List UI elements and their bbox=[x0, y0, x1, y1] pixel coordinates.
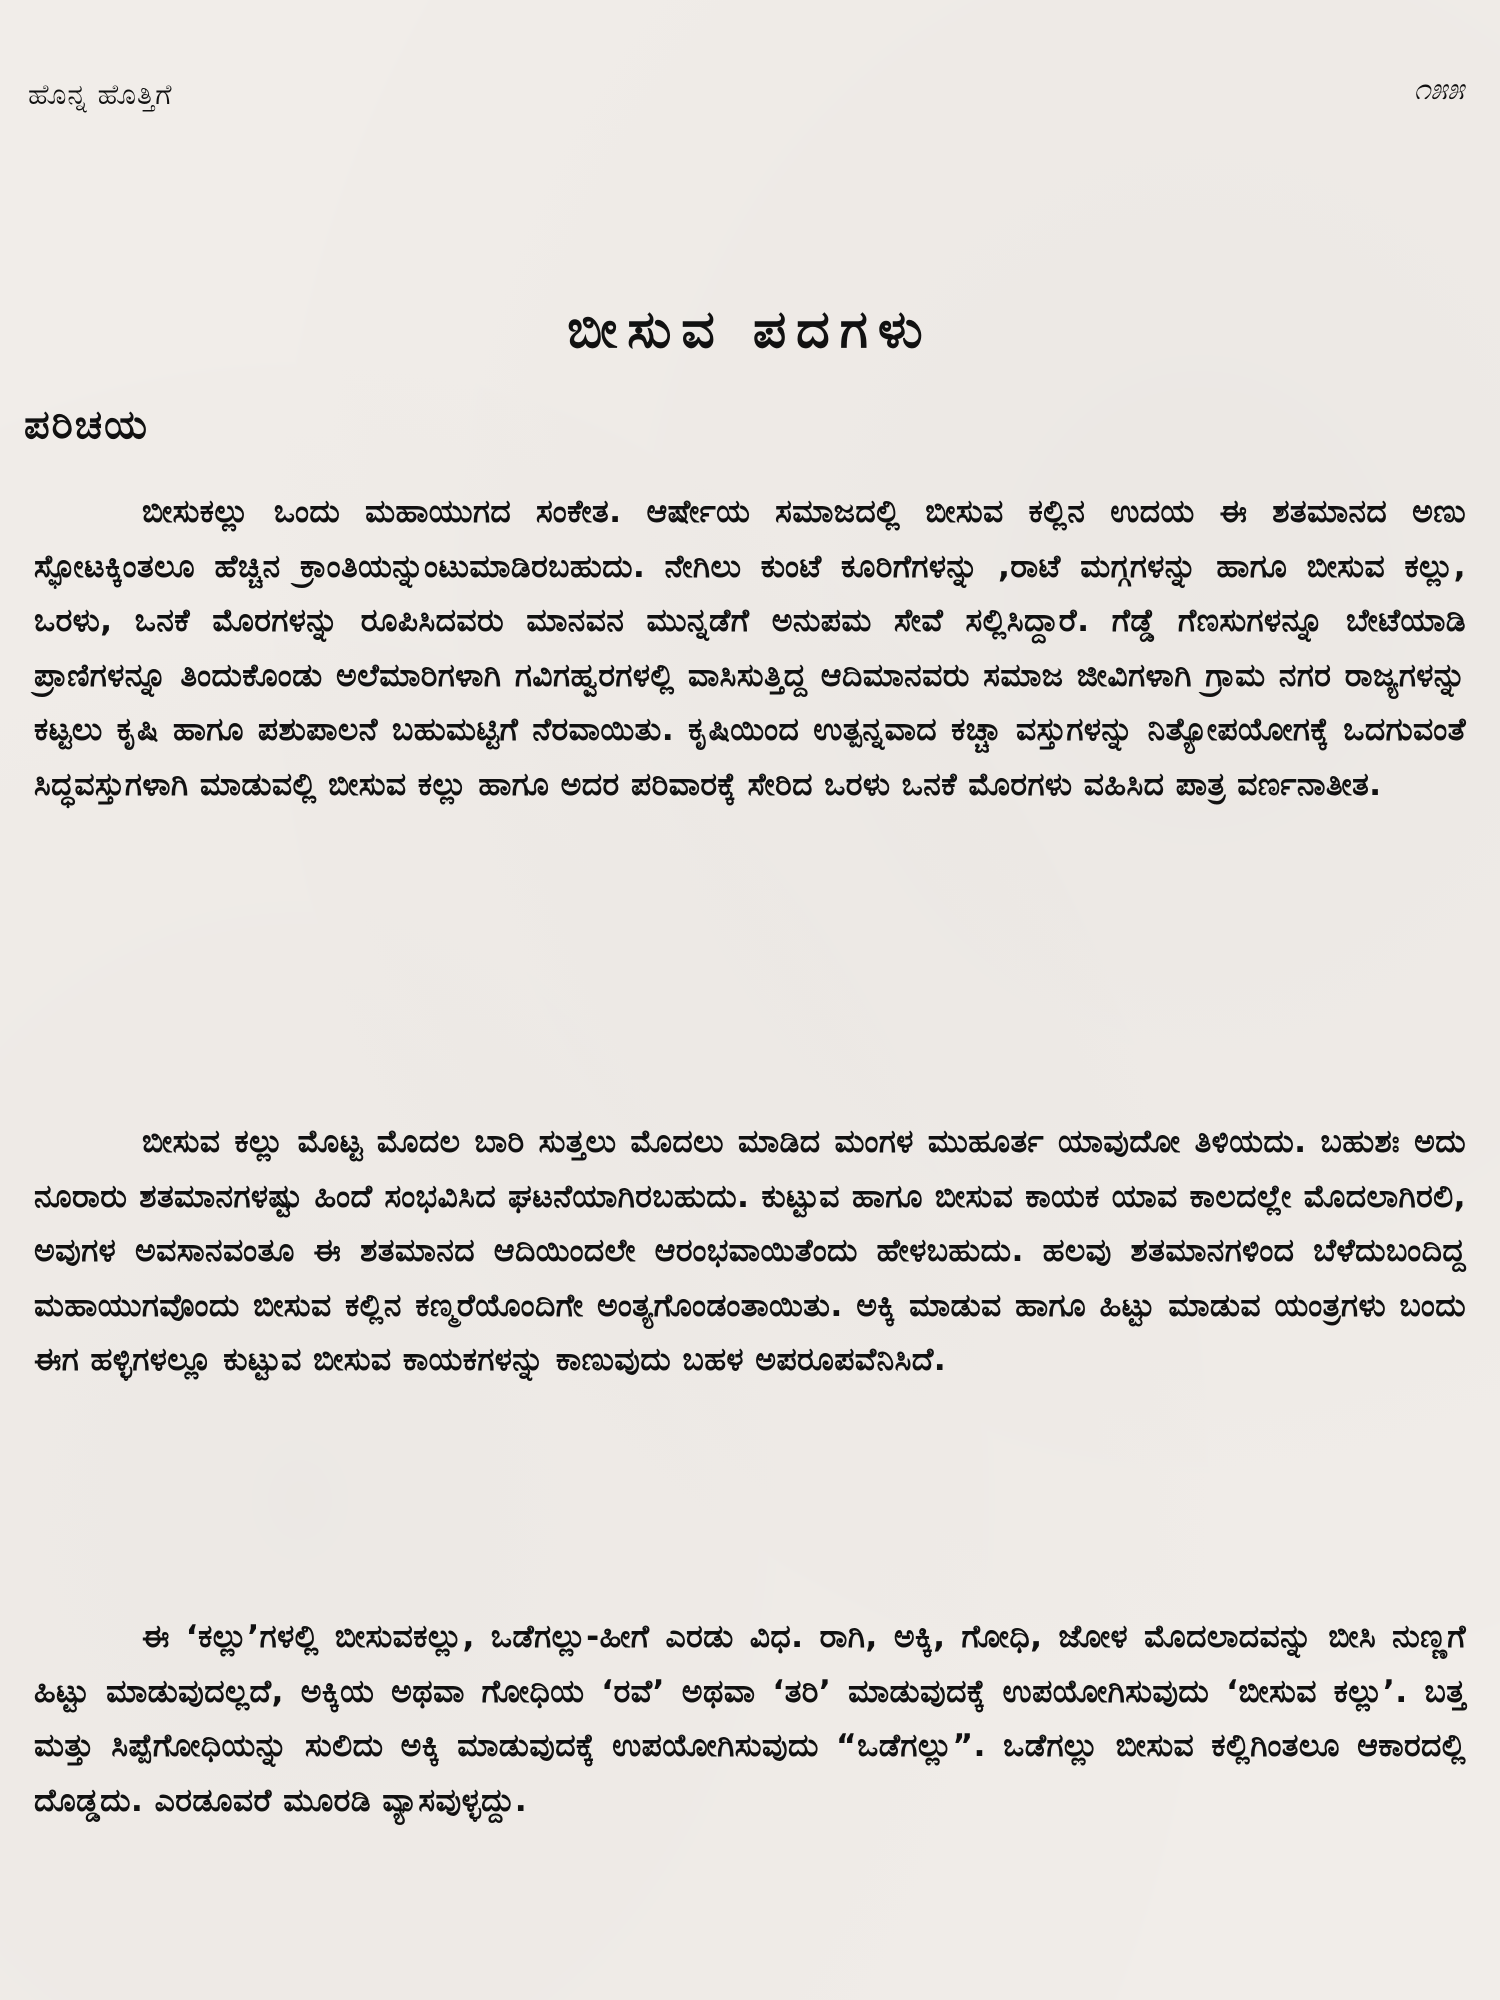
paragraph bbox=[34, 485, 1466, 812]
section-heading: ಪರಿಚಯ bbox=[24, 402, 149, 448]
paragraph-text: ಈ ‘ಕಲ್ಲು’ಗಳಲ್ಲಿ ಬೀಸುವಕಲ್ಲು, ಒಡೆಗಲ್ಲು-ಹೀಗೆ ಎರಡು ವಿಧ. ರಾಗಿ, ಅಕ್ಕಿ, ಗೋಧಿ, ಜೋಳ ಮೊದಲಾದವನ್ನು ಬೀಸಿ ನುಣ್ಣಗೆ ಹಿಟ್ಟು ಮಾಡುವುದಲ್ಲದೆ, ಅಕ್ಕಿಯ ಅಥವಾ ಗೋಧಿಯ ‘ರವೆ’ ಅಥವಾ ‘ತರಿ’ ಮಾಡುವುದಕ್ಕೆ ಉಪಯೋಗಿಸುವುದು ‘ಬೀಸುವ ಕಲ್ಲು’. ಬತ್ತ ಮತ್ತು ಸಿಪ್ಪೆಗೋಧಿಯನ್ನು ಸುಲಿದು ಅಕ್ಕಿ ಮಾಡುವುದಕ್ಕೆ ಉಪಯೋಗಿಸುವುದು “ಒಡೆಗಲ್ಲು”. ಒಡೆಗಲ್ಲು ಬೀಸುವ ಕಲ್ಲಿಗಿಂತಲೂ ಆಕಾರದಲ್ಲಿ ದೊಡ್ಡದು. ಎರಡೂವರೆ ಮೂರಡಿ ವ್ಯಾಸವುಳ್ಳದ್ದು. bbox=[34, 1619, 1466, 1819]
paragraph-text: ಬೀಸುವ ಕಲ್ಲು ಮೊಟ್ಟ ಮೊದಲ ಬಾರಿ ಸುತ್ತಲು ಮೊದಲು ಮಾಡಿದ ಮಂಗಳ ಮುಹೂರ್ತ ಯಾವುದೋ ತಿಳಿಯದು. ಬಹುಶಃ ಅದು ನೂರಾರು ಶತಮಾನಗಳಷ್ಟು ಹಿಂದೆ ಸಂಭವಿಸಿದ ಘಟನೆಯಾಗಿರಬಹುದು. ಕುಟ್ಟುವ ಹಾಗೂ ಬೀಸುವ ಕಾಯಕ ಯಾವ ಕಾಲದಲ್ಲೇ ಮೊದಲಾಗಿರಲಿ, ಅವುಗಳ ಅವಸಾನವಂತೂ ಈ ಶತಮಾನದ ಆದಿಯಿಂದಲೇ ಆರಂಭವಾಯಿತೆಂದು ಹೇಳಬಹುದು. ಹಲವು ಶತಮಾನಗಳಿಂದ ಬೆಳೆದುಬಂದಿದ್ದ ಮಹಾಯುಗವೊಂದು ಬೀಸುವ ಕಲ್ಲಿನ ಕಣ್ಮರೆಯೊಂದಿಗೇ ಅಂತ್ಯಗೊಂಡಂತಾಯಿತು. ಅಕ್ಕಿ ಮಾಡುವ ಹಾಗೂ ಹಿಟ್ಟು ಮಾಡುವ ಯಂತ್ರಗಳು ಬಂದು ಈಗ ಹಳ್ಳಿಗಳಲ್ಲೂ ಕುಟ್ಟುವ ಬೀಸುವ ಕಾಯಕಗಳನ್ನು ಕಾಣುವುದು ಬಹಳ ಅಪರೂಪವೆನಿಸಿದೆ. bbox=[34, 1124, 1466, 1378]
paragraph bbox=[34, 1610, 1466, 1828]
paragraph bbox=[34, 1115, 1466, 1388]
running-title: ಹೊನ್ನ ಹೊತ್ತಿಗೆ bbox=[28, 78, 173, 111]
page-number: ೧೫೫ bbox=[1413, 72, 1464, 107]
chapter-title: ಬೀಸುವ ಪದಗಳು bbox=[567, 300, 933, 360]
paragraph-text: ಬೀಸುಕಲ್ಲು ಒಂದು ಮಹಾಯುಗದ ಸಂಕೇತ. ಆರ್ಷೇಯ ಸಮಾಜದಲ್ಲಿ ಬೀಸುವ ಕಲ್ಲಿನ ಉದಯ ಈ ಶತಮಾನದ ಅಣು ಸ್ಫೋಟಕ್ಕಿಂತಲೂ ಹೆಚ್ಚಿನ ಕ್ರಾಂತಿಯನ್ನುಂಟುಮಾಡಿರಬಹುದು. ನೇಗಿಲು ಕುಂಟೆ ಕೂರಿಗೆಗಳನ್ನು ,ರಾಟೆ ಮಗ್ಗಗಳನ್ನು ಹಾಗೂ ಬೀಸುವ ಕಲ್ಲು, ಒರಳು, ಒನಕೆ ಮೊರಗಳನ್ನು ರೂಪಿಸಿದವರು ಮಾನವನ ಮುನ್ನಡೆಗೆ ಅನುಪಮ ಸೇವೆ ಸಲ್ಲಿಸಿದ್ದಾರೆ. ಗೆಡ್ಡೆ ಗೆಣಸುಗಳನ್ನೂ ಬೇಟೆಯಾಡಿ ಪ್ರಾಣಿಗಳನ್ನೂ ತಿಂದುಕೊಂಡು ಅಲೆಮಾರಿಗಳಾಗಿ ಗವಿಗಹ್ವರಗಳಲ್ಲಿ ವಾಸಿಸುತ್ತಿದ್ದ ಆದಿಮಾನವರು ಸಮಾಜ ಜೀವಿಗಳಾಗಿ ಗ್ರಾಮ ನಗರ ರಾಜ್ಯಗಳನ್ನು ಕಟ್ಟಲು ಕೃಷಿ ಹಾಗೂ ಪಶುಪಾಲನೆ ಬಹುಮಟ್ಟಿಗೆ ನೆರವಾಯಿತು. ಕೃಷಿಯಿಂದ ಉತ್ಪನ್ನವಾದ ಕಚ್ಚಾ ವಸ್ತುಗಳನ್ನು ನಿತ್ಯೋಪಯೋಗಕ್ಕೆ ಒದಗುವಂತೆ ಸಿದ್ಧವಸ್ತುಗಳಾಗಿ ಮಾಡುವಲ್ಲಿ ಬೀಸುವ ಕಲ್ಲು ಹಾಗೂ ಅದರ ಪರಿವಾರಕ್ಕೆ ಸೇರಿದ ಒರಳು ಒನಕೆ ಮೊರಗಳು ವಹಿಸಿದ ಪಾತ್ರ ವರ್ಣನಾತೀತ. bbox=[34, 494, 1466, 803]
